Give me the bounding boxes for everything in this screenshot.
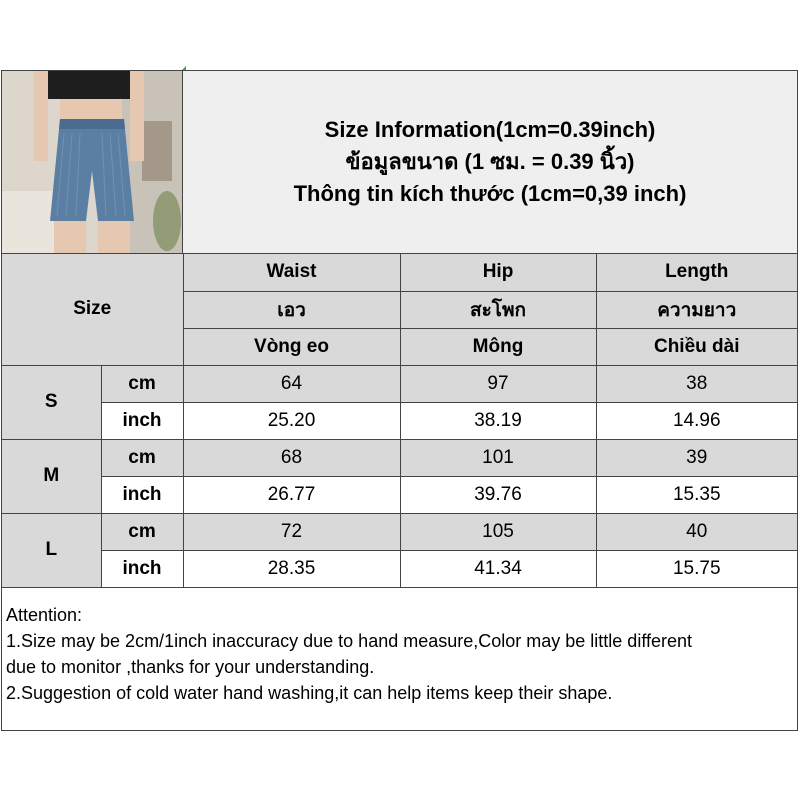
product-photo — [2, 71, 183, 254]
length-inch: 14.96 — [596, 402, 797, 439]
table-row — [2, 365, 797, 402]
size-header: Size — [2, 254, 183, 365]
col-header-length-thai: ความยาว — [596, 291, 797, 328]
hip-cm: 105 — [400, 513, 596, 550]
hip-inch: 39.76 — [400, 476, 596, 513]
col-header-waist: Waist — [183, 254, 400, 291]
col-header-hip: Hip — [400, 254, 596, 291]
waist-inch: 28.35 — [183, 550, 400, 587]
table-row — [2, 439, 797, 476]
waist-cm: 72 — [183, 513, 400, 550]
unit-cm: cm — [101, 365, 183, 402]
title-english: Size Information(1cm=0.39inch) — [324, 117, 656, 142]
size-m: M — [2, 439, 101, 513]
notes-line-2: due to monitor ,thanks for your understanding. — [6, 657, 375, 677]
attention-notes — [6, 602, 793, 706]
col-header-hip-vi: Mông — [400, 328, 596, 365]
waist-inch: 25.20 — [183, 402, 400, 439]
notes-line-1: 1.Size may be 2cm/1inch inaccuracy due to hand measure,Color may be little different — [6, 631, 693, 651]
unit-cm: cm — [101, 439, 183, 476]
length-cm: 38 — [596, 365, 797, 402]
unit-inch: inch — [101, 476, 183, 513]
size-table — [2, 254, 797, 588]
hip-cm: 97 — [400, 365, 596, 402]
col-header-length-vi: Chiều dài — [596, 328, 797, 365]
table-row — [2, 402, 797, 439]
notes-line-3: 2.Suggestion of cold water hand washing,it can help items keep their shape. — [6, 683, 613, 703]
table-row — [2, 476, 797, 513]
waist-inch: 26.77 — [183, 476, 400, 513]
table-row — [2, 550, 797, 587]
waist-cm: 64 — [183, 365, 400, 402]
col-header-hip-thai: สะโพก — [400, 291, 596, 328]
hip-inch: 38.19 — [400, 402, 596, 439]
title-block — [183, 71, 797, 254]
title-thai: ข้อมูลขนาด (1 ซม. = 0.39 นิ้ว) — [345, 149, 635, 174]
unit-inch: inch — [101, 402, 183, 439]
denim-shorts-illustration — [2, 71, 183, 254]
col-header-length: Length — [596, 254, 797, 291]
size-s: S — [2, 365, 101, 439]
hip-cm: 101 — [400, 439, 596, 476]
title-vietnamese: Thông tin kích thước (1cm=0,39 inch) — [293, 181, 687, 206]
table-row — [2, 513, 797, 550]
unit-inch: inch — [101, 550, 183, 587]
notes-heading: Attention: — [6, 605, 83, 625]
length-inch: 15.35 — [596, 476, 797, 513]
length-inch: 15.75 — [596, 550, 797, 587]
length-cm: 40 — [596, 513, 797, 550]
col-header-waist-thai: เอว — [183, 291, 400, 328]
size-chart — [1, 70, 798, 731]
waist-cm: 68 — [183, 439, 400, 476]
unit-cm: cm — [101, 513, 183, 550]
col-header-waist-vi: Vòng eo — [183, 328, 400, 365]
size-l: L — [2, 513, 101, 587]
hip-inch: 41.34 — [400, 550, 596, 587]
length-cm: 39 — [596, 439, 797, 476]
